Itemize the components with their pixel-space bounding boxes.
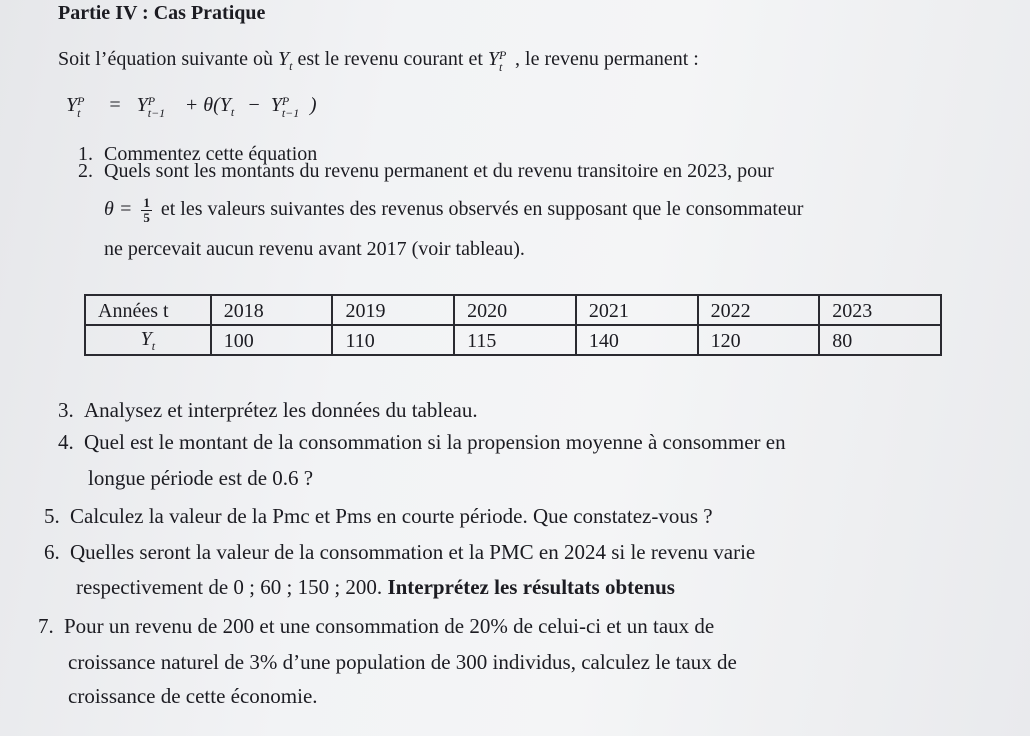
intro-text-1: Soit l’équation suivante où — [58, 48, 273, 70]
table-cell: 100 — [211, 325, 333, 355]
table-cell: 2021 — [576, 295, 698, 325]
table-cell: 115 — [454, 325, 576, 355]
table-header-income: $Y_t$ — [85, 325, 211, 355]
question-2-line-3: ne percevait aucun revenu avant 2017 (voir tableau). — [104, 238, 525, 260]
interpretation-instruction: Interprétez les résultats obtenus — [387, 575, 675, 599]
question-4-line-1: 4. Quel est le montant de la consommation si la propension moyenne à consommer en — [58, 430, 786, 454]
table-cell: 120 — [698, 325, 820, 355]
table-cell: 2019 — [332, 295, 454, 325]
intro-text-2: est le revenu courant et — [297, 48, 483, 70]
table-cell: 2022 — [698, 295, 820, 325]
table-row-income — [85, 325, 941, 355]
section-title: Partie IV : Cas Pratique — [58, 2, 266, 24]
question-2-line-2: θ = $\frac{1}{5}$ et les valeurs suivantes des revenus observés en supposant que le consommateur — [104, 195, 804, 225]
question-7-line-2: croissance naturel de 3% d’une population de 300 individus, calculez le taux de — [68, 650, 737, 674]
table-cell: 80 — [819, 325, 941, 355]
theta-fraction: $\frac{1}{5}$ — [143, 195, 150, 225]
table-row-years — [85, 295, 941, 325]
var-yp: Y P t — [487, 48, 507, 74]
question-5: 5. Calculez la valeur de la Pmc et Pms en courte période. Que constatez-vous ? — [44, 504, 713, 528]
question-4-line-2: longue période est de 0.6 ? — [88, 466, 314, 490]
question-3: 3. Analysez et interprétez les données du tableau. — [58, 398, 478, 422]
question-1: 1. Commentez cette équation — [78, 143, 318, 165]
question-2-line-1: 2. Quels sont les montants du revenu permanent et du revenu transitoire en 2023, pour — [78, 160, 774, 182]
intro-sentence — [58, 48, 699, 74]
table-cell: 140 — [576, 325, 698, 355]
intro-text-3: , le revenu permanent : — [515, 48, 699, 70]
table-header-years: Années t — [85, 295, 211, 325]
table-cell: 2018 — [211, 295, 333, 325]
table-cell: 2023 — [819, 295, 941, 325]
table-cell: 110 — [332, 325, 454, 355]
table-cell: 2020 — [454, 295, 576, 325]
question-6-line-2: respectivement de 0 ; 60 ; 150 ; 200. Interprétez les résultats obtenus — [76, 575, 675, 599]
question-7-line-1: 7. Pour un revenu de 200 et une consommation de 20% de celui-ci et un taux de — [38, 614, 715, 638]
permanent-income-equation: Y P t = Y P t−1 + $\theta(Y_t - Y$ P t−1 ) — [66, 94, 317, 120]
income-table — [84, 294, 942, 356]
question-7-line-3: croissance de cette économie. — [68, 684, 318, 708]
var-y: $Y_t$ — [277, 48, 293, 73]
theta-label: θ = — [104, 198, 133, 221]
question-6-line-1: 6. Quelles seront la valeur de la consommation et la PMC en 2024 si le revenu varie — [44, 540, 756, 564]
